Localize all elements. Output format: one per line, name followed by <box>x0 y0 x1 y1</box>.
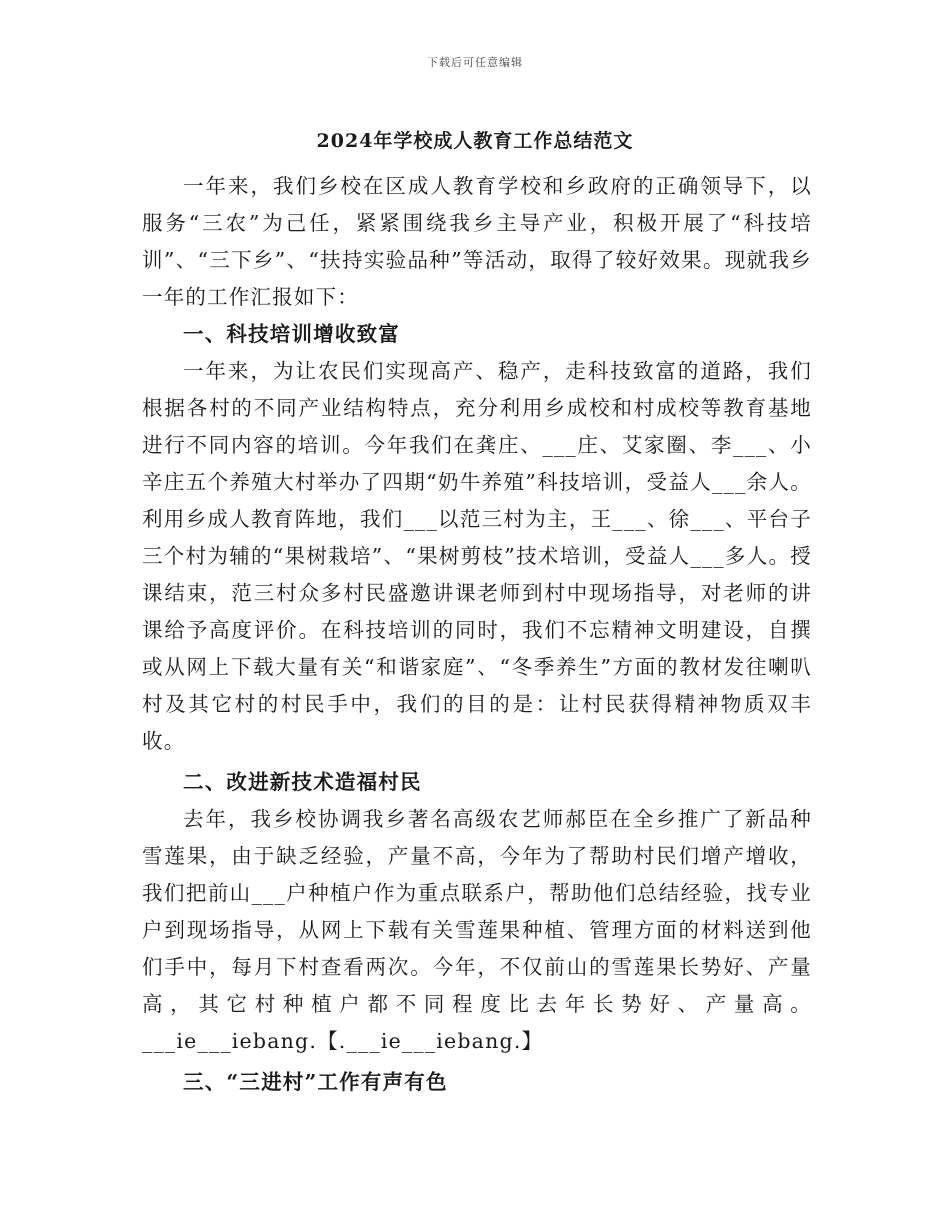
document-body <box>142 168 812 1101</box>
section-1-paragraph: 一年来，为让农民们实现高产、稳产，走科技致富的道路，我们根据各村的不同产业结构特点，充分利用乡成校和村成校等教育基地进行不同内容的培训。今年我们在龚庄、___庄、艾家圈、李___、小辛庄五个养殖大村举办了四期“奶牛养殖”科技培训，受益人___余人。利用乡成人教育阵地，我们___以范三村为主，王___、徐___、平台子三个村为辅的“果树栽培”、“果树剪枝”技术培训，受益人___多人。授课结束，范三村众多村民盛邀讲课老师到村中现场指导，对老师的讲课给予高度评价。在科技培训的同时，我们不忘精神文明建设，自撰或从网上下载大量有关“和谐家庭”、“冬季养生”方面的教材发往喇叭村及其它村的村民手中，我们的目的是：让村民获得精神物质双丰收。 <box>142 359 812 753</box>
document-title: 2024年学校成人教育工作总结范文 <box>316 130 634 152</box>
intro-paragraph: 一年来，我们乡校在区成人教育学校和乡政府的正确领导下，以服务“三农”为己任，紧紧围绕我乡主导产业，积极开展了“科技培训”、“三下乡”、“扶持实验品种”等活动，取得了较好效果。现就我乡一年的工作汇报如下： <box>142 174 812 309</box>
section-2-paragraph: 去年，我乡校协调我乡著名高级农艺师郝臣在全乡推广了新品种雪莲果，由于缺乏经验，产量不高，今年为了帮助村民们增产增收，我们把前山___户种植户作为重点联系户，帮助他们总结经验，找专业户到现场指导，从网上下载有关雪莲果种植、管理方面的材料送到他们手中，每月下村查看两次。今年，不仅前山的雪莲果长势好、产量高，其它村种植户都不同程度比去年长势好、产量高。___ie___iebang.【.___ie___iebang.】 <box>142 807 812 1053</box>
section-1-heading: 一、科技培训增收致富 <box>183 322 400 346</box>
header-note: 下载后可任意编辑 <box>427 56 523 69</box>
section-3-heading: 三、“三进村”工作有声有色 <box>183 1070 448 1094</box>
section-2-heading: 二、改进新技术造福村民 <box>183 770 422 794</box>
